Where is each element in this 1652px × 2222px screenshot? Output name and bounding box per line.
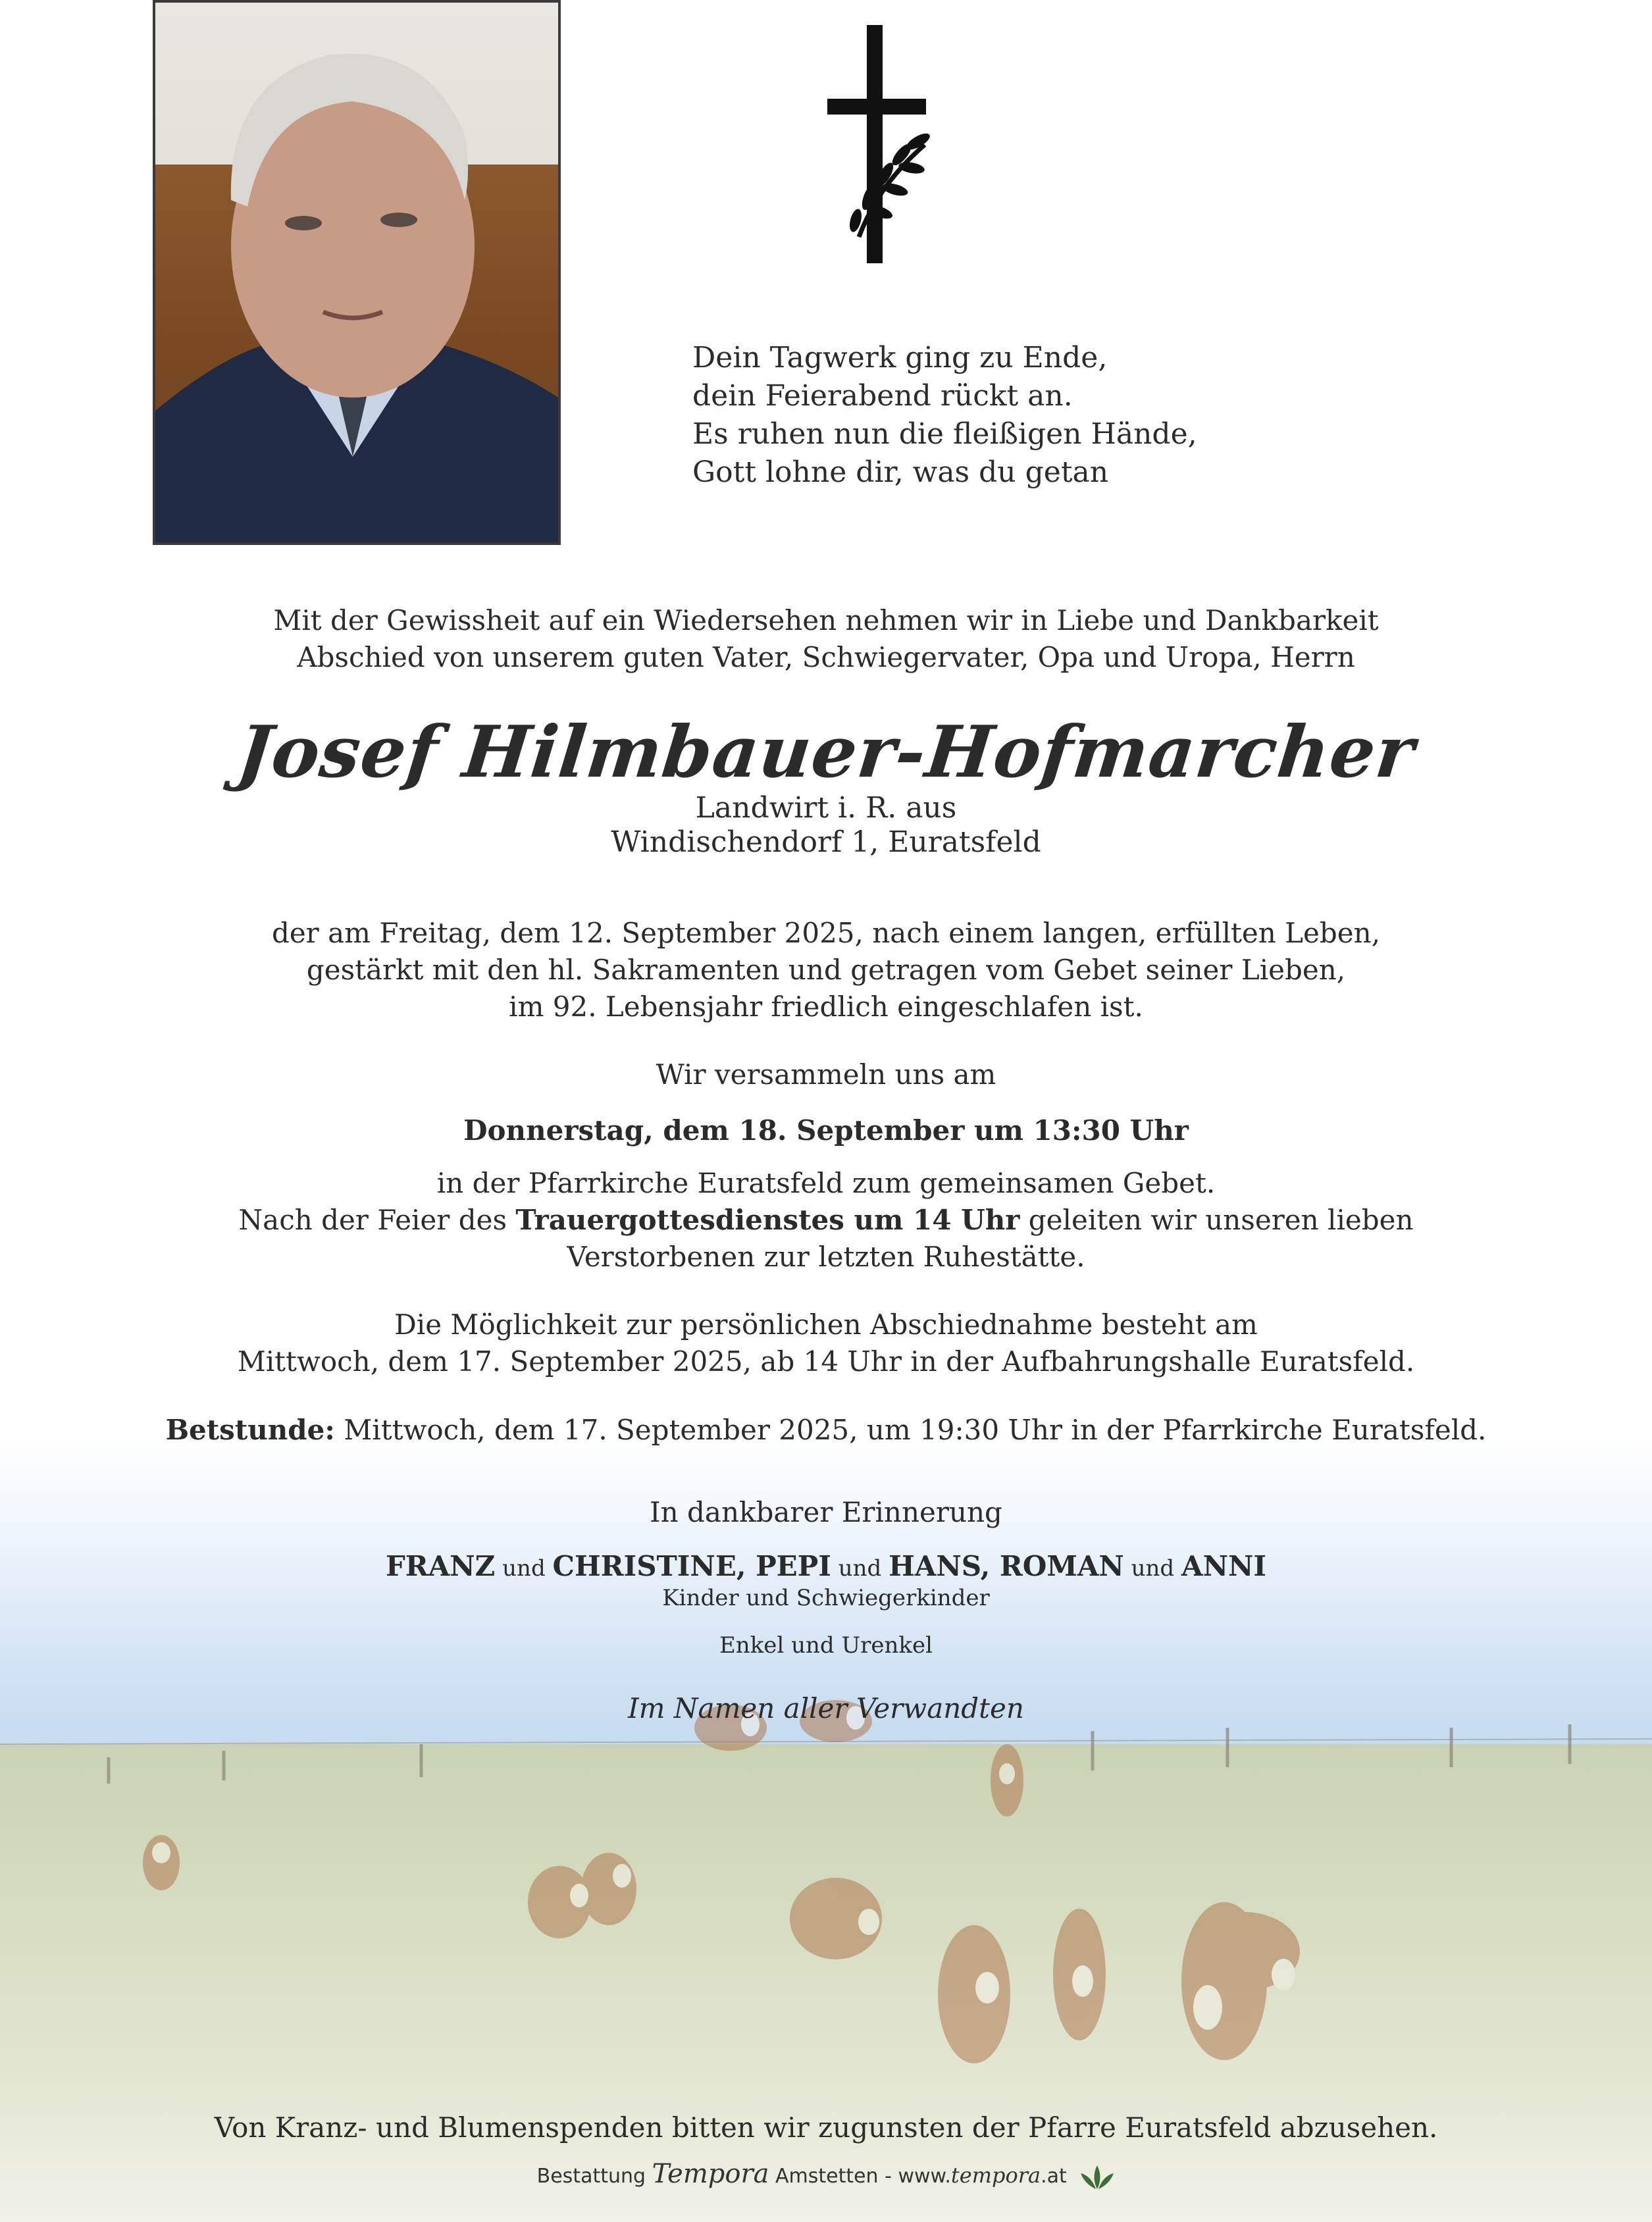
cross-with-palm-icon — [819, 20, 938, 270]
family-name: HANS, ROMAN — [889, 1550, 1124, 1582]
cows-illustration — [0, 1698, 1652, 2067]
poem-line: Dein Tagwerk ging zu Ende, — [692, 341, 1108, 375]
family-name: FRANZ — [385, 1550, 496, 1582]
mass-post: geleiten wir unseren lieben — [1020, 1204, 1414, 1236]
poem-line: Gott lohne dir, was du getan — [692, 455, 1109, 489]
family-and: und — [1123, 1555, 1181, 1582]
gather-intro: Wir versammeln uns am — [656, 1058, 996, 1091]
farewell-text — [0, 1306, 1652, 1380]
prayer-text: Mittwoch, dem 17. September 2025, um 19:30 Uhr in der Pfarrkirche Euratsfeld. — [334, 1414, 1487, 1446]
farewell-line: Die Möglichkeit zur persönlichen Abschiednahme besteht am — [394, 1308, 1258, 1341]
death-line: gestärkt mit den hl. Sakramenten und getragen vom Gebet seiner Lieben, — [306, 954, 1346, 986]
family-and: und — [495, 1555, 553, 1582]
portrait-illustration — [155, 3, 558, 542]
website-brand: tempora — [950, 2163, 1041, 2188]
occupation: Landwirt i. R. aus — [695, 791, 957, 825]
footer-suffix: .at — [1041, 2165, 1067, 2188]
intro-line: Abschied von unserem guten Vater, Schwiegervater, Opa und Uropa, Herrn — [297, 641, 1355, 673]
address: Windischendorf 1, Euratsfeld — [611, 825, 1041, 859]
grandchildren-label: Enkel und Urenkel — [719, 1632, 933, 1659]
intro-line: Mit der Gewissheit auf ein Wiedersehen nehmen wir in Liebe und Dankbarkeit — [273, 604, 1379, 636]
leaf-logo-icon — [1079, 2164, 1115, 2190]
footer-middle: Amstetten - www. — [769, 2165, 951, 2188]
farewell-line: Mittwoch, dem 17. September 2025, ab 14 Uhr in der Aufbahrungshalle Euratsfeld. — [237, 1345, 1415, 1378]
prayer-label: Betstunde: — [165, 1414, 335, 1446]
children-label: Kinder und Schwiegerkinder — [662, 1585, 990, 1611]
mass-time: Trauergottesdienstes um 14 Uhr — [515, 1204, 1020, 1236]
mass-line — [0, 1202, 1652, 1239]
poem — [692, 339, 1197, 492]
portrait-photo — [153, 0, 561, 545]
death-notice — [0, 915, 1652, 1025]
poem-line: Es ruhen nun die fleißigen Hände, — [692, 417, 1197, 451]
deceased-name: Josef Hilmbauer-Hofmarcher — [233, 711, 1419, 794]
relatives-line: Im Namen aller Verwandten — [628, 1692, 1024, 1724]
family-name: CHRISTINE, PEPI — [552, 1550, 831, 1582]
mass-pre: Nach der Feier des — [238, 1204, 516, 1236]
funeral-home-footer — [0, 2159, 1652, 2190]
gather-date: Donnerstag, dem 18. September um 13:30 Uhr — [463, 1114, 1189, 1147]
prayer-line — [0, 1412, 1652, 1449]
intro-text — [0, 602, 1652, 676]
footer-prefix: Bestattung — [536, 2165, 652, 2188]
church-line: in der Pfarrkirche Euratsfeld zum gemeinsamen Gebet. — [436, 1167, 1216, 1199]
family-name: ANNI — [1181, 1550, 1266, 1582]
death-line: im 92. Lebensjahr friedlich eingeschlafen ist. — [509, 991, 1143, 1023]
remembrance: In dankbarer Erinnerung — [650, 1496, 1002, 1528]
family-names — [0, 1548, 1652, 1587]
family-and: und — [831, 1555, 889, 1582]
rest-line: Verstorbenen zur letzten Ruhestätte. — [567, 1241, 1085, 1273]
poem-line: dein Feierabend rückt an. — [692, 379, 1073, 413]
death-line: der am Freitag, dem 12. September 2025, nach einem langen, erfüllten Leben, — [271, 917, 1381, 949]
flowers-note: Von Kranz- und Blumenspenden bitten wir zugunsten der Pfarre Euratsfeld abzusehen. — [214, 2111, 1438, 2144]
brand-logo-text: Tempora — [652, 2159, 769, 2189]
